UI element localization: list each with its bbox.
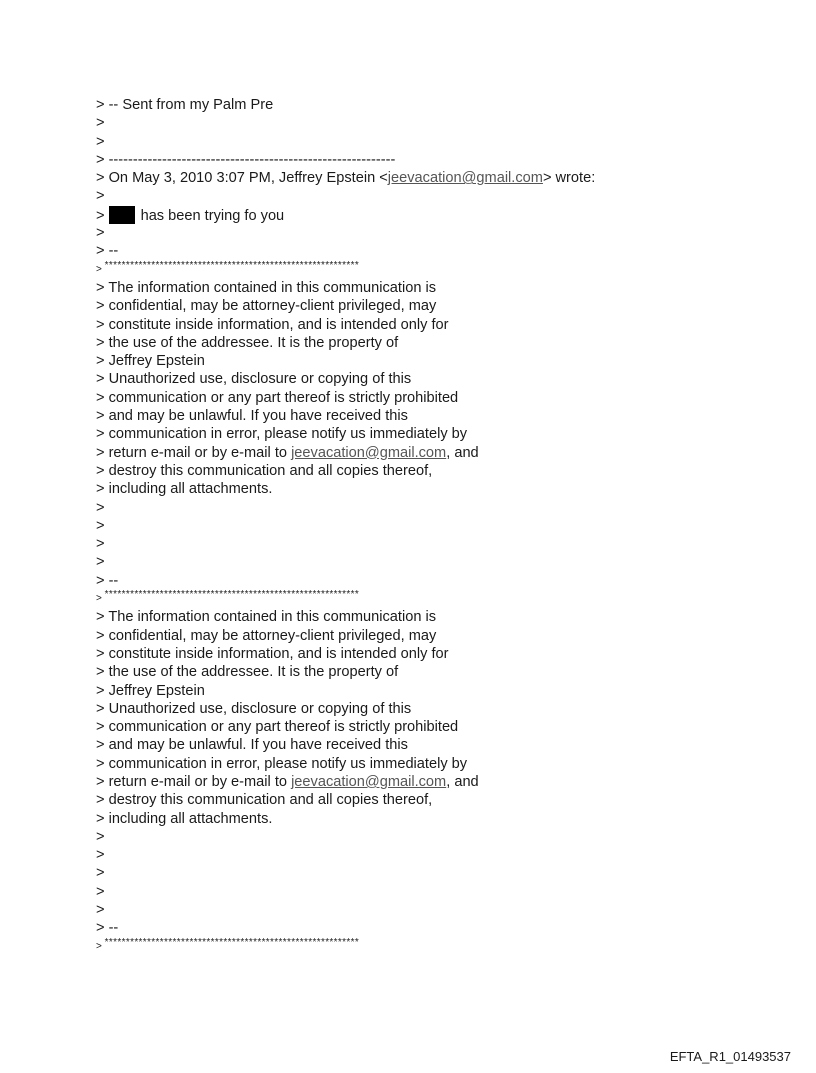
line-text: >	[96, 902, 105, 919]
email-line	[96, 919, 736, 937]
line-text: >	[96, 883, 105, 900]
line-text: > On May 3, 2010 3:07 PM, Jeffrey Epstein <	[96, 170, 388, 187]
line-text: >	[96, 207, 109, 224]
redaction-box	[109, 206, 135, 224]
email-line	[96, 791, 736, 809]
line-text: > Unauthorized use, disclosure or copying of this	[96, 700, 412, 717]
asterisk-separator: ************************************************************	[104, 589, 360, 601]
line-text: > and may be unlawful. If you have received this	[96, 737, 408, 754]
line-text: > communication or any part thereof is strictly prohibited	[96, 719, 459, 736]
email-line	[96, 242, 736, 260]
line-text: >	[96, 865, 105, 882]
email-line	[96, 151, 736, 169]
email-link[interactable]: jeevacation@gmail.com	[291, 444, 447, 461]
email-line	[96, 407, 736, 425]
line-text: >	[96, 517, 105, 534]
email-line	[96, 938, 736, 956]
line-text-continued: has been trying fo you	[140, 207, 285, 224]
line-text-continued: > wrote:	[542, 170, 596, 187]
line-text: > return e-mail or by e-mail to	[96, 444, 292, 461]
email-line	[96, 224, 736, 242]
line-text: > communication or any part thereof is strictly prohibited	[96, 389, 459, 406]
email-line	[96, 352, 736, 370]
line-text: > confidential, may be attorney-client privileged, may	[96, 627, 437, 644]
email-line	[96, 316, 736, 334]
line-text: > including all attachments.	[96, 481, 273, 498]
email-line	[96, 645, 736, 663]
line-text: >	[96, 499, 105, 516]
line-text: > including all attachments.	[96, 810, 273, 827]
email-line	[96, 535, 736, 553]
line-text: > destroy this communication and all copies thereof,	[96, 462, 433, 479]
email-line	[96, 901, 736, 919]
email-line	[96, 773, 736, 791]
email-line	[96, 846, 736, 864]
line-text: >	[96, 225, 105, 242]
email-line	[96, 499, 736, 517]
email-line	[96, 682, 736, 700]
email-line	[96, 864, 736, 882]
email-line	[96, 755, 736, 773]
line-text: > --	[96, 243, 119, 260]
email-line	[96, 663, 736, 681]
line-text: > --	[96, 572, 119, 589]
email-line	[96, 517, 736, 535]
email-line	[96, 883, 736, 901]
email-line	[96, 736, 736, 754]
line-text: > -----------------------------------------------------------	[96, 151, 396, 168]
document-id: EFTA_R1_01493537	[669, 1049, 791, 1064]
line-text: > The information contained in this communication is	[96, 609, 437, 626]
email-line	[96, 297, 736, 315]
email-line	[96, 627, 736, 645]
line-text: > confidential, may be attorney-client privileged, may	[96, 298, 437, 315]
quoted-email-body	[96, 96, 736, 956]
line-text: >	[96, 593, 105, 605]
email-line	[96, 572, 736, 590]
line-text: > return e-mail or by e-mail to	[96, 773, 292, 790]
email-line	[96, 114, 736, 132]
email-line	[96, 370, 736, 388]
line-text-continued: , and	[446, 444, 479, 461]
email-line	[96, 608, 736, 626]
email-line	[96, 462, 736, 480]
email-line	[96, 718, 736, 736]
line-text: > constitute inside information, and is intended only for	[96, 645, 449, 662]
line-text: >	[96, 554, 105, 571]
email-link[interactable]: jeevacation@gmail.com	[291, 773, 447, 790]
line-text: > the use of the addressee. It is the property of	[96, 334, 399, 351]
email-line	[96, 187, 736, 205]
email-line	[96, 590, 736, 608]
line-text: > communication in error, please notify us immediately by	[96, 755, 468, 772]
email-line	[96, 425, 736, 443]
line-text: >	[96, 536, 105, 553]
line-text: >	[96, 263, 105, 275]
line-text: >	[96, 115, 105, 132]
line-text: > communication in error, please notify us immediately by	[96, 426, 468, 443]
line-text: >	[96, 188, 105, 205]
line-text: > and may be unlawful. If you have received this	[96, 408, 408, 425]
asterisk-separator: ************************************************************	[104, 936, 360, 948]
asterisk-separator: ************************************************************	[104, 259, 360, 271]
line-text: >	[96, 828, 105, 845]
email-line	[96, 828, 736, 846]
line-text: > Jeffrey Epstein	[96, 682, 205, 699]
email-line	[96, 279, 736, 297]
email-line	[96, 389, 736, 407]
line-text-continued: , and	[446, 773, 479, 790]
email-line	[96, 444, 736, 462]
line-text: > Unauthorized use, disclosure or copying of this	[96, 371, 412, 388]
line-text: > the use of the addressee. It is the property of	[96, 664, 399, 681]
email-line	[96, 133, 736, 151]
email-line	[96, 700, 736, 718]
email-line	[96, 169, 736, 187]
email-line	[96, 480, 736, 498]
line-text: >	[96, 940, 105, 952]
email-line	[96, 810, 736, 828]
line-text: > -- Sent from my Palm Pre	[96, 97, 274, 113]
email-line	[96, 334, 736, 352]
line-text: > --	[96, 920, 119, 937]
email-line	[96, 261, 736, 279]
line-text: > destroy this communication and all copies thereof,	[96, 792, 433, 809]
email-line	[96, 96, 736, 114]
email-link[interactable]: jeevacation@gmail.com	[387, 170, 543, 187]
line-text: > Jeffrey Epstein	[96, 353, 205, 370]
line-text: > The information contained in this communication is	[96, 279, 437, 296]
line-text: >	[96, 847, 105, 864]
email-line	[96, 206, 736, 224]
email-line	[96, 553, 736, 571]
line-text: > constitute inside information, and is intended only for	[96, 316, 449, 333]
line-text: >	[96, 133, 105, 150]
